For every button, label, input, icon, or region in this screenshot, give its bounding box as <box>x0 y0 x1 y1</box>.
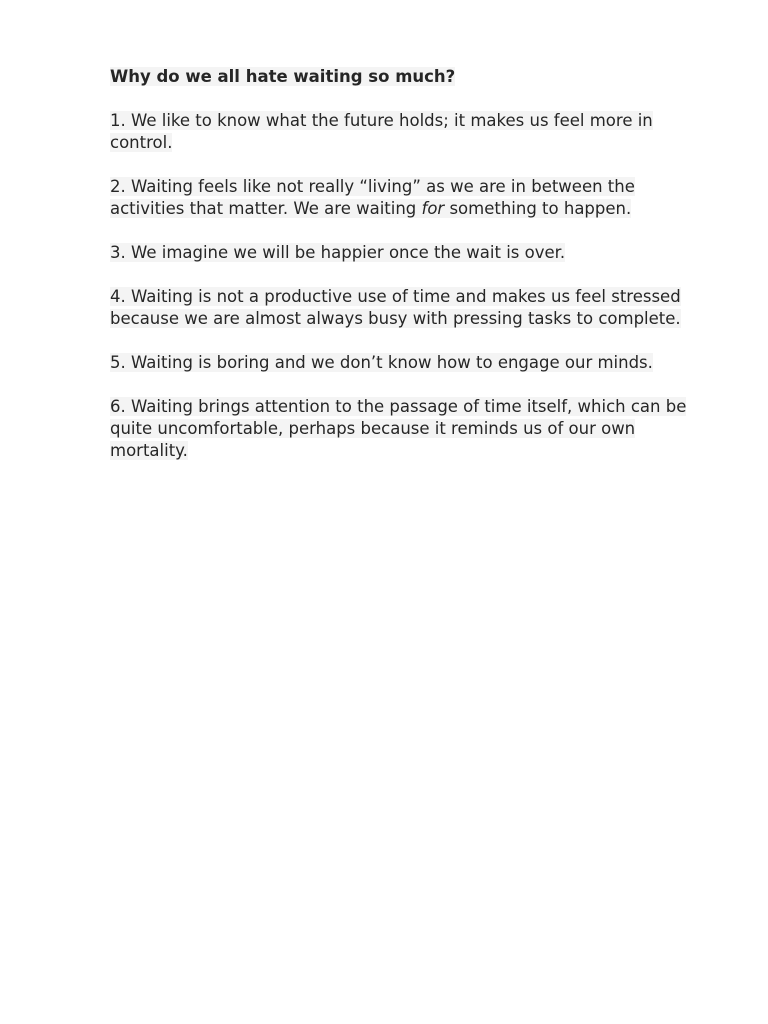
point-4-text: 4. Waiting is not a productive use of time and makes us feel stressed because we are almost always busy with pressing tasks to complete. <box>110 287 681 328</box>
point-6 <box>110 396 708 462</box>
point-2-tail: something to happen. <box>444 199 632 218</box>
point-2-emphasis: for <box>421 199 445 218</box>
point-4 <box>110 286 708 330</box>
point-2-text <box>110 177 635 218</box>
point-5 <box>110 352 708 374</box>
title-text: Why do we all hate waiting so much? <box>110 67 456 86</box>
point-6-text: 6. Waiting brings attention to the passage of time itself, which can be quite uncomfortable, perhaps because it reminds us of our own mortality. <box>110 397 687 460</box>
document-title <box>110 66 708 88</box>
point-3-text: 3. We imagine we will be happier once the wait is over. <box>110 243 566 262</box>
point-1 <box>110 110 708 154</box>
point-2 <box>110 176 708 220</box>
point-3 <box>110 242 708 264</box>
point-1-text: 1. We like to know what the future holds; it makes us feel more in control. <box>110 111 653 152</box>
point-2-lead: 2. Waiting feels like not really “living” as we are in between the activities that matter. We are waiting <box>110 177 635 218</box>
point-5-text: 5. Waiting is boring and we don’t know how to engage our minds. <box>110 353 653 372</box>
